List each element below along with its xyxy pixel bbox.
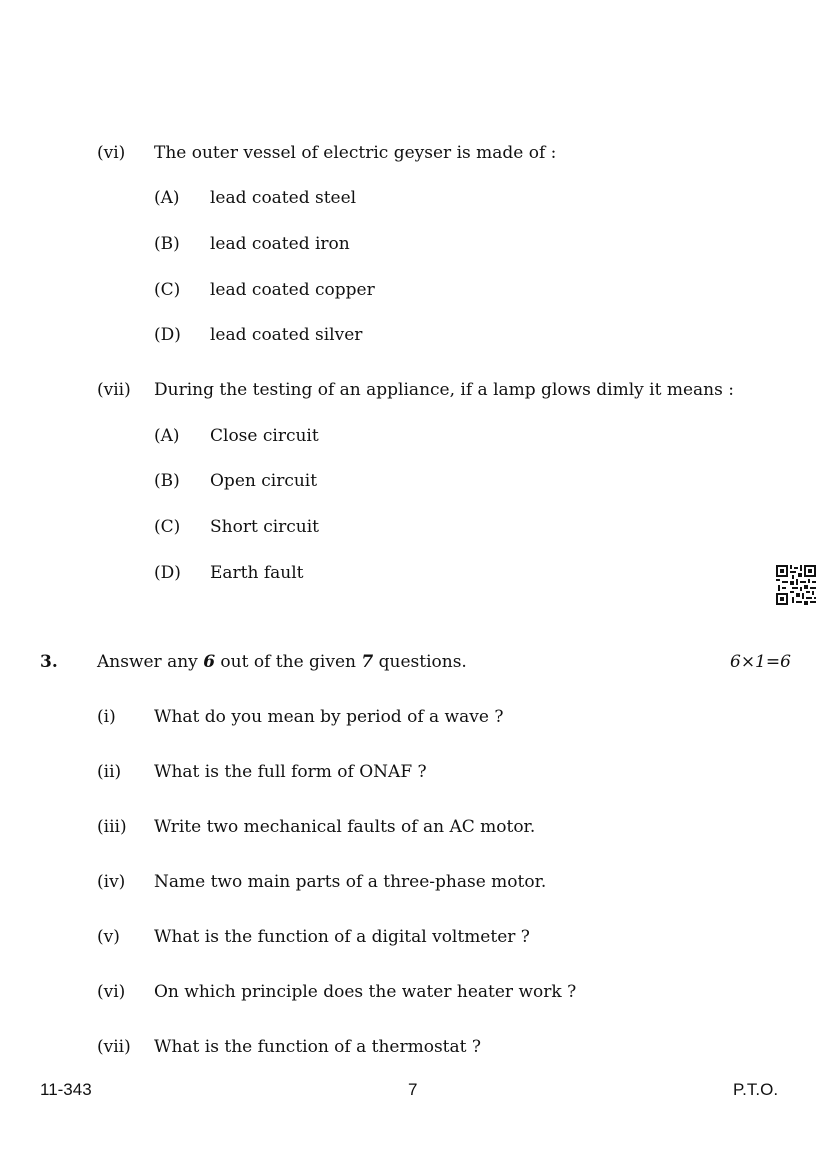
option-text: lead coated copper: [210, 280, 375, 300]
option-letter: (B): [154, 471, 180, 491]
option-letter: (D): [154, 563, 181, 583]
option-letter: (B): [154, 234, 180, 254]
question-number: (vi): [97, 982, 126, 1002]
question-number: (vii): [97, 1037, 131, 1057]
question-text: Name two main parts of a three-phase motor.: [154, 872, 547, 892]
question-text: Write two mechanical faults of an AC motor.: [154, 817, 536, 837]
qr-code-icon: [776, 565, 816, 605]
option-text: Open circuit: [210, 471, 318, 491]
option-text: Short circuit: [210, 517, 320, 537]
question-number: (iv): [97, 872, 126, 892]
option-text: lead coated silver: [210, 325, 363, 345]
option-text: lead coated steel: [210, 188, 357, 208]
question-text: On which principle does the water heater work ?: [154, 982, 577, 1002]
option-letter: (C): [154, 280, 181, 300]
question-text: The outer vessel of electric geyser is made of :: [154, 143, 557, 163]
section-instructions: Answer any 6 out of the given 7 questions.: [97, 652, 467, 672]
question-text: What do you mean by period of a wave ?: [154, 707, 504, 727]
question-number: (vi): [97, 143, 126, 163]
option-letter: (D): [154, 325, 181, 345]
option-text: lead coated iron: [210, 234, 350, 254]
section-number: 3.: [40, 652, 58, 672]
option-letter: (C): [154, 517, 181, 537]
option-text: Earth fault: [210, 563, 304, 583]
option-letter: (A): [154, 188, 180, 208]
question-text: What is the full form of ONAF ?: [154, 762, 427, 782]
page-number: 7: [408, 1080, 418, 1099]
option-text: Close circuit: [210, 426, 319, 446]
option-letter: (A): [154, 426, 180, 446]
question-text: During the testing of an appliance, if a lamp glows dimly it means :: [154, 380, 734, 400]
question-text: What is the function of a thermostat ?: [154, 1037, 482, 1057]
question-number: (v): [97, 927, 120, 947]
section-marks: 6×1=6: [730, 652, 791, 672]
question-number: (ii): [97, 762, 122, 782]
pto-label: P.T.O.: [733, 1080, 779, 1099]
question-number: (iii): [97, 817, 127, 837]
question-number: (i): [97, 707, 116, 727]
paper-code: 11-343: [40, 1080, 92, 1099]
question-number: (vii): [97, 380, 131, 400]
question-text: What is the function of a digital voltmeter ?: [154, 927, 530, 947]
